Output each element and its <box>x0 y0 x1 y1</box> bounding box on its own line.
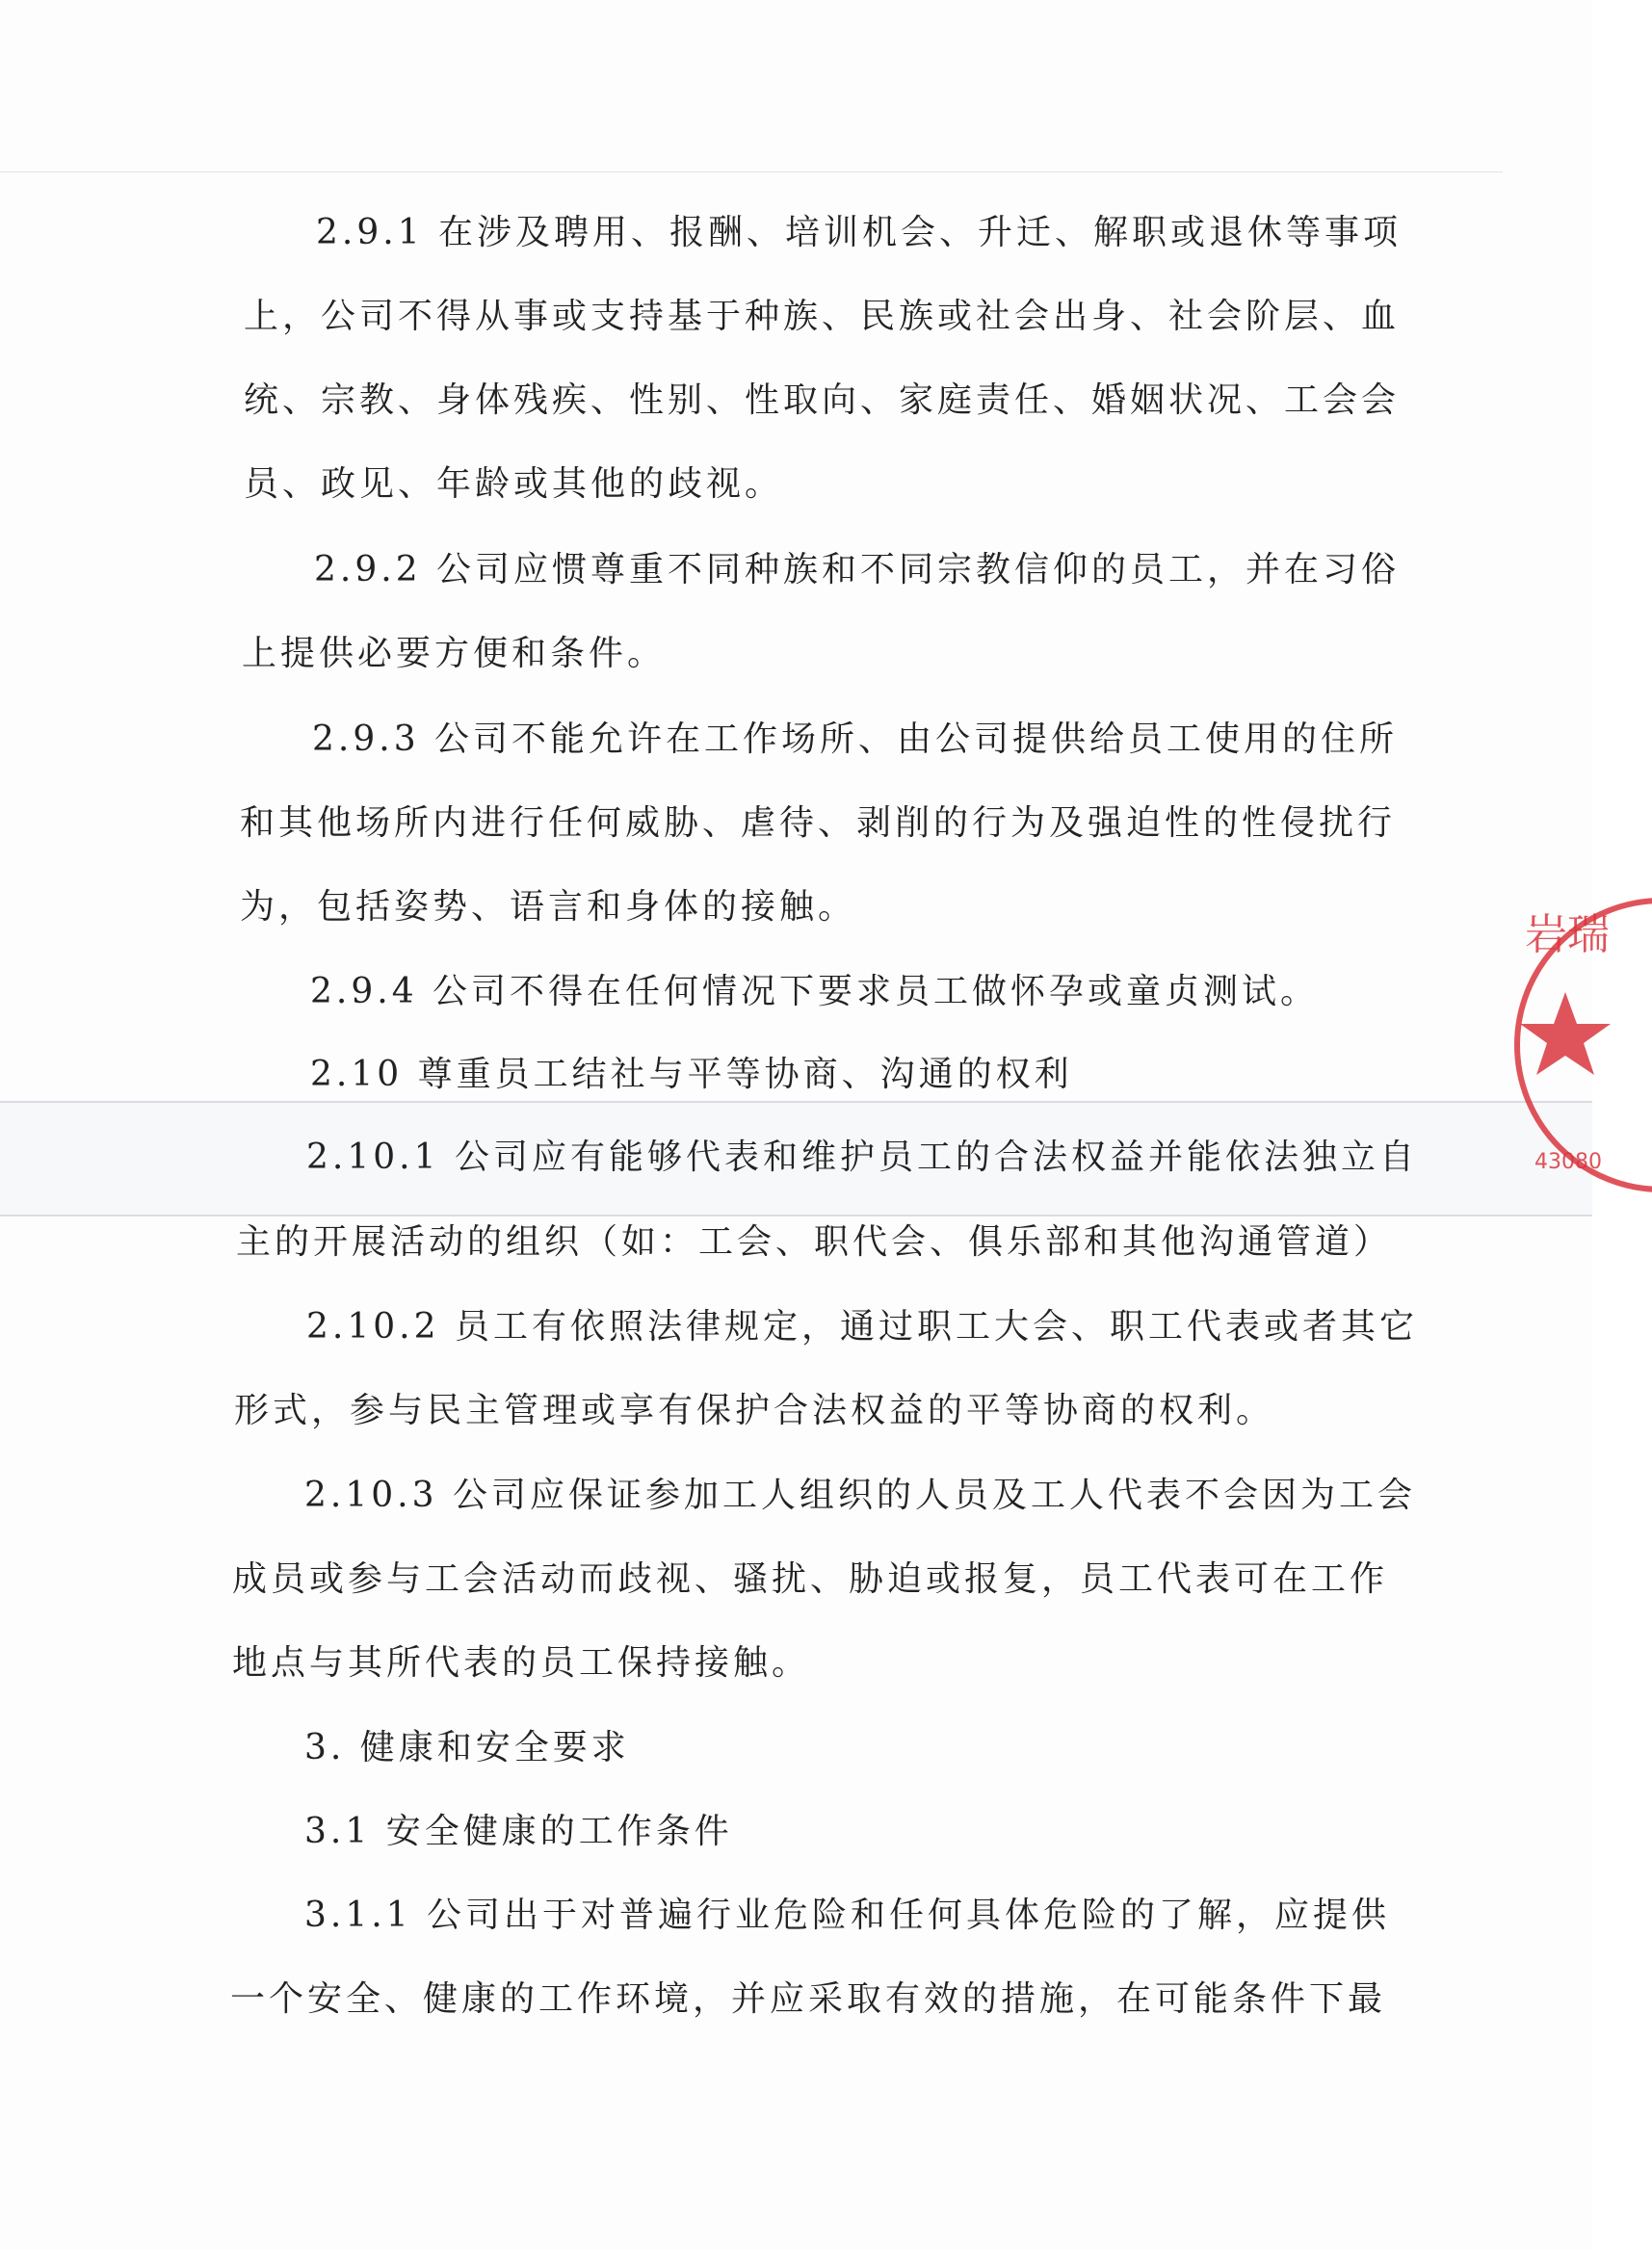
text-line: 地点与其所代表的员工保持接触。 <box>232 1643 811 1683</box>
text-line: 和其他场所内进行任何威胁、虐待、剥削的行为及强迫性的性侵扰行 <box>240 803 1397 843</box>
text-line: 2.9.2 公司应惯尊重不同种族和不同宗教信仰的员工，并在习俗 <box>314 550 1401 589</box>
section-heading: 3.1 安全健康的工作条件 <box>304 1812 733 1851</box>
company-seal-stamp <box>1508 881 1652 1209</box>
text-line: 一个安全、健康的工作环境，并应采取有效的措施，在可能条件下最 <box>230 1979 1387 2019</box>
text-line: 上，公司不得从事或支持基于种族、民族或社会出身、社会阶层、血 <box>244 297 1401 336</box>
text-line: 成员或参与工会活动而歧视、骚扰、胁迫或报复，员工代表可在工作 <box>232 1559 1389 1599</box>
page-top-rule <box>0 171 1503 172</box>
text-line: 2.9.4 公司不得在任何情况下要求员工做怀孕或童贞测试。 <box>310 972 1320 1011</box>
text-line: 2.10.1 公司应有能够代表和维护员工的合法权益并能依法独立自 <box>306 1138 1418 1177</box>
text-line: 统、宗教、身体残疾、性别、性取向、家庭责任、婚姻状况、工会会 <box>244 380 1401 420</box>
text-line: 形式，参与民主管理或享有保护合法权益的平等协商的权利。 <box>234 1391 1275 1430</box>
seal-star-icon <box>1520 992 1611 1075</box>
text-line: 2.9.1 在涉及聘用、报酬、培训机会、升迁、解职或退休等事项 <box>316 213 1403 252</box>
section-heading: 2.10 尊重员工结社与平等协商、沟通的权利 <box>310 1055 1073 1094</box>
text-line: 2.10.2 员工有依照法律规定，通过职工大会、职工代表或者其它 <box>306 1307 1418 1347</box>
seal-text-bottom: 43080 <box>1534 1150 1602 1174</box>
text-line: 上提供必要方便和条件。 <box>242 634 667 673</box>
section-heading: 3. 健康和安全要求 <box>304 1728 630 1767</box>
seal-text-top: 岩瑞 <box>1525 910 1610 959</box>
text-line: 2.9.3 公司不能允许在工作场所、由公司提供给员工使用的住所 <box>312 719 1399 759</box>
text-line: 3.1.1 公司出于对普遍行业危险和任何具体危险的了解，应提供 <box>304 1896 1391 1935</box>
text-line: 为，包括姿势、语言和身体的接触。 <box>240 887 857 927</box>
text-line: 员、政见、年龄或其他的歧视。 <box>244 464 784 504</box>
text-line: 主的开展活动的组织（如：工会、职代会、俱乐部和其他沟通管道） <box>236 1222 1393 1262</box>
text-line: 2.10.3 公司应保证参加工人组织的人员及工人代表不会因为工会 <box>304 1476 1416 1515</box>
